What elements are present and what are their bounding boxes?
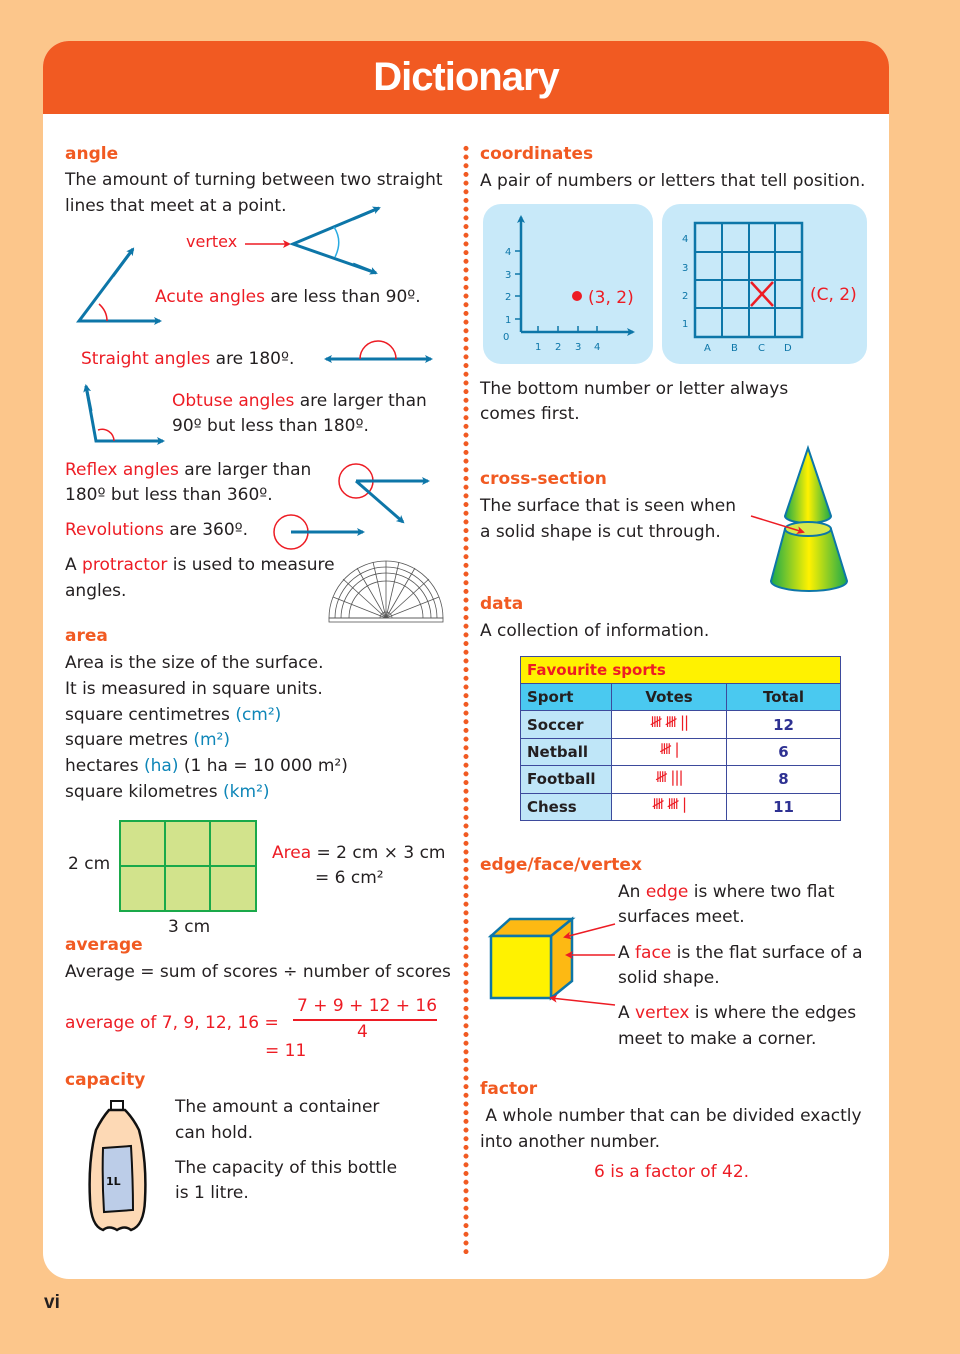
average-numerator: 7 + 9 + 12 + 16 [297, 996, 438, 1016]
term-angle: angle [65, 144, 119, 164]
sport-cell: Netball [521, 738, 612, 765]
tally-cell: 𝍸 ||| [612, 766, 727, 793]
tally-cell: 𝍸 | [612, 738, 727, 765]
area-unit-ha: hectares (ha) (1 ha = 10 000 m²) [65, 756, 348, 776]
capacity-line-1: The amount a container [175, 1097, 380, 1117]
table-row [521, 711, 841, 738]
svg-text:4: 4 [505, 247, 512, 258]
term-edge-face-vertex: edge/face/vertex [480, 855, 642, 875]
factor-line-2: into another number. [480, 1132, 661, 1152]
area-line-2: It is measured in square units. [65, 679, 323, 699]
vertex-label: vertex [186, 232, 238, 251]
area-formula-1: Area = 2 cm × 3 cm [272, 843, 446, 863]
area-grid-diagram [119, 820, 257, 912]
term-average: average [65, 935, 143, 955]
svg-text:A: A [704, 343, 711, 354]
term-cross-section: cross-section [480, 469, 607, 489]
average-definition: Average = sum of scores ÷ number of scores [65, 962, 451, 982]
svg-text:2: 2 [505, 292, 512, 303]
protractor-text: A protractor is used to measure [65, 555, 335, 575]
cross-section-line-1: The surface that is seen when [480, 496, 737, 516]
area-formula-2: = 6 cm² [315, 868, 384, 888]
column-header-votes: Votes [612, 684, 727, 711]
sport-cell: Soccer [521, 711, 612, 738]
svg-text:(C, 2): (C, 2) [810, 285, 857, 305]
cross-section-line-2: a solid shape is cut through. [480, 522, 721, 542]
svg-text:1: 1 [505, 315, 512, 326]
sport-cell: Football [521, 766, 612, 793]
area-line-1: Area is the size of the surface. [65, 653, 324, 673]
reflex-angle-text: Reflex angles are larger than [65, 460, 312, 480]
vertex-text: A vertex is where the edges [618, 1003, 857, 1023]
capacity-line-2: can hold. [175, 1123, 254, 1143]
edge-text-2: surfaces meet. [618, 907, 745, 927]
term-coordinates: coordinates [480, 144, 594, 164]
capacity-line-4: is 1 litre. [175, 1183, 249, 1203]
cube-diagram [483, 901, 623, 1001]
svg-text:3: 3 [575, 342, 582, 353]
column-header-sport: Sport [521, 684, 612, 711]
revolution-text: Revolutions are 360º. [65, 520, 249, 540]
term-factor: factor [480, 1079, 538, 1099]
cut-cone-diagram [743, 446, 853, 591]
favourite-sports-table [520, 656, 841, 821]
svg-text:1: 1 [535, 342, 542, 353]
column-header-total: Total [727, 684, 841, 711]
page-title: Dictionary [373, 55, 559, 99]
svg-text:1: 1 [682, 319, 689, 330]
term-data: data [480, 594, 524, 614]
reflex-angle-text-2: 180º but less than 360º. [65, 485, 273, 505]
term-capacity: capacity [65, 1070, 146, 1090]
tally-cell: 𝍸 𝍸 || [612, 711, 727, 738]
factor-line-1: A whole number that can be divided exactly [480, 1106, 862, 1126]
svg-text:B: B [731, 343, 738, 354]
svg-text:2: 2 [682, 291, 689, 302]
area-width-label: 3 cm [168, 917, 211, 937]
tally-cell: 𝍸 𝍸 | [612, 793, 727, 820]
coordinate-graph-numbers [483, 204, 653, 364]
coordinate-graph-letters [662, 204, 867, 364]
term-area: area [65, 626, 108, 646]
factor-example: 6 is a factor of 42. [594, 1162, 750, 1182]
face-text-2: solid shape. [618, 968, 720, 988]
average-result: = 11 [265, 1041, 307, 1061]
data-definition: A collection of information. [480, 621, 710, 641]
average-denominator: 4 [357, 1022, 368, 1042]
table-row [521, 738, 841, 765]
obtuse-angle-text-2: 90º but less than 180º. [172, 416, 369, 436]
table-row [521, 766, 841, 793]
table-row [521, 793, 841, 820]
svg-text:D: D [784, 343, 792, 354]
total-cell: 6 [727, 738, 841, 765]
svg-text:C: C [758, 343, 765, 354]
area-unit-cm2: square centimetres (cm²) [65, 705, 282, 725]
area-unit-m2: square metres (m²) [65, 730, 230, 750]
svg-text:0: 0 [503, 332, 510, 343]
edge-text: An edge is where two flat [618, 882, 835, 902]
total-cell: 11 [727, 793, 841, 820]
total-cell: 8 [727, 766, 841, 793]
svg-text:2: 2 [555, 342, 562, 353]
page-number: vi [44, 1292, 60, 1313]
capacity-line-3: The capacity of this bottle [175, 1158, 398, 1178]
svg-text:1L: 1L [106, 1175, 121, 1188]
svg-text:4: 4 [682, 234, 689, 245]
area-height-label: 2 cm [68, 854, 111, 874]
dictionary-page [43, 41, 889, 1279]
total-cell: 12 [727, 711, 841, 738]
svg-text:(3, 2): (3, 2) [588, 288, 634, 308]
svg-text:3: 3 [682, 263, 689, 274]
obtuse-angle-text: Obtuse angles are larger than [172, 391, 427, 411]
cross-marker [751, 282, 773, 306]
straight-angle-text: Straight angles are 180º. [81, 349, 295, 369]
svg-text:3: 3 [505, 270, 512, 281]
angle-definition-1: The amount of turning between two straight [65, 170, 443, 190]
svg-text:4: 4 [594, 342, 601, 353]
face-text: A face is the flat surface of a [618, 943, 863, 963]
protractor-text-2: angles. [65, 581, 127, 601]
vertex-text-2: meet to make a corner. [618, 1029, 817, 1049]
acute-angle-text: Acute angles are less than 90º. [155, 287, 421, 307]
average-example-label: average of 7, 9, 12, 16 = [65, 1013, 279, 1033]
bottle-icon [87, 1100, 149, 1236]
sport-cell: Chess [521, 793, 612, 820]
coordinates-note-2: comes first. [480, 404, 580, 424]
table-title: Favourite sports [521, 657, 841, 684]
coordinates-definition: A pair of numbers or letters that tell position. [480, 171, 866, 191]
point-marker [572, 291, 582, 301]
protractor-icon [329, 561, 443, 622]
area-unit-km2: square kilometres (km²) [65, 782, 270, 802]
coordinates-note-1: The bottom number or letter always [480, 379, 789, 399]
angle-definition-2: lines that meet at a point. [65, 196, 287, 216]
